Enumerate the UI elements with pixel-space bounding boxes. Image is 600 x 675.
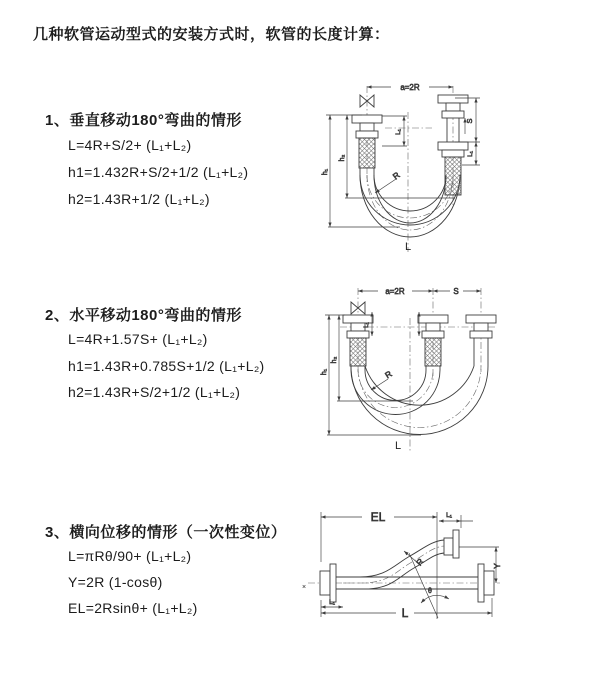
d3-label-l1-left: L₁ xyxy=(329,599,335,606)
section-2-formula-h1: h1=1.43R+0.785S+1/2 (L₁+L₂) xyxy=(68,358,265,374)
diagram-1-vertical-180-bend xyxy=(315,72,585,262)
d3-label-l: L xyxy=(401,606,409,620)
section-1-formula-h1: h1=1.432R+S/2+1/2 (L₁+L₂) xyxy=(68,164,249,180)
section-2-formula-l: L=4R+1.57S+ (L₁+L₂) xyxy=(68,331,208,347)
d2-dim-h1-h2 xyxy=(321,315,421,435)
d1-label-r: R xyxy=(390,169,402,182)
d2-hose-u-bends xyxy=(351,366,488,435)
d1-dim-l1-left xyxy=(382,116,407,146)
section-2-formula-h2: h2=1.43R+S/2+1/2 (L₁+L₂) xyxy=(68,384,241,400)
section-3-heading: 3、横向位移的情形（一次性变位） xyxy=(45,524,287,541)
d3-label-r: R xyxy=(414,556,426,568)
section-3-formula-l: L=πRθ/90+ (L₁+L₂) xyxy=(68,548,192,564)
section-1-formula-l: L=4R+S/2+ (L₁+L₂) xyxy=(68,137,192,153)
d1-label-h2: h₂ xyxy=(339,154,346,162)
d2-middle-fitting xyxy=(418,315,448,366)
d1-label-l1-left: L₁ xyxy=(395,129,402,135)
d2-label-l: L xyxy=(394,440,402,452)
d3-label-l1-top: L₁ xyxy=(446,512,452,519)
d1-radius-callout xyxy=(375,170,402,193)
d3-left-fitting xyxy=(320,564,336,602)
d1-dim-a2r xyxy=(367,83,453,92)
d3-label-el: EL xyxy=(370,510,386,524)
page-title: 几种软管运动型式的安装方式时，软管的长度计算： xyxy=(33,26,390,43)
d1-label-s: S xyxy=(465,118,474,124)
section-3-formula-y: Y=2R (1-cosθ) xyxy=(68,574,163,590)
d1-label-a2r: a=2R xyxy=(400,83,420,92)
d1-label-l1-right: L₁ xyxy=(467,151,474,157)
d1-label-h1: h₁ xyxy=(322,168,329,176)
d3-label-y: Y xyxy=(492,563,502,569)
d2-label-r: R xyxy=(383,368,394,381)
d3-top-fitting xyxy=(444,530,459,558)
section-1-heading: 1、垂直移动180°弯曲的情形 xyxy=(45,112,242,129)
d2-dim-s xyxy=(433,287,481,296)
section-2-heading: 2、水平移动180°弯曲的情形 xyxy=(45,307,242,324)
d2-radius-callout xyxy=(371,369,394,390)
section-3-formula-el: EL=2Rsinθ+ (L₁+L₂) xyxy=(68,600,198,616)
diagram-2-horizontal-180-bend xyxy=(315,283,585,458)
d3-centerline-marker: × xyxy=(302,584,307,591)
d1-label-l: L xyxy=(404,241,412,253)
d2-label-h1: h₁ xyxy=(321,368,328,376)
d2-label-a2r: a=2R xyxy=(385,287,405,296)
d3-dim-l1-left xyxy=(321,599,343,607)
section-1-formula-h2: h2=1.43R+1/2 (L₁+L₂) xyxy=(68,191,210,207)
d2-label-h2: h₂ xyxy=(331,356,338,364)
d3-dim-l1-top xyxy=(439,512,473,528)
d2-label-s: S xyxy=(453,287,459,296)
d3-displaced-hose xyxy=(343,540,444,589)
d1-left-fitting xyxy=(352,115,382,168)
d2-dim-l1 xyxy=(364,312,419,336)
d2-label-l1: L₁ xyxy=(364,322,370,328)
d1-right-fitting xyxy=(438,95,468,195)
d2-dim-a2r xyxy=(358,287,433,296)
d3-label-theta: θ xyxy=(428,588,432,595)
diagram-3-lateral-displacement xyxy=(300,505,585,657)
d3-dim-l xyxy=(321,598,492,620)
